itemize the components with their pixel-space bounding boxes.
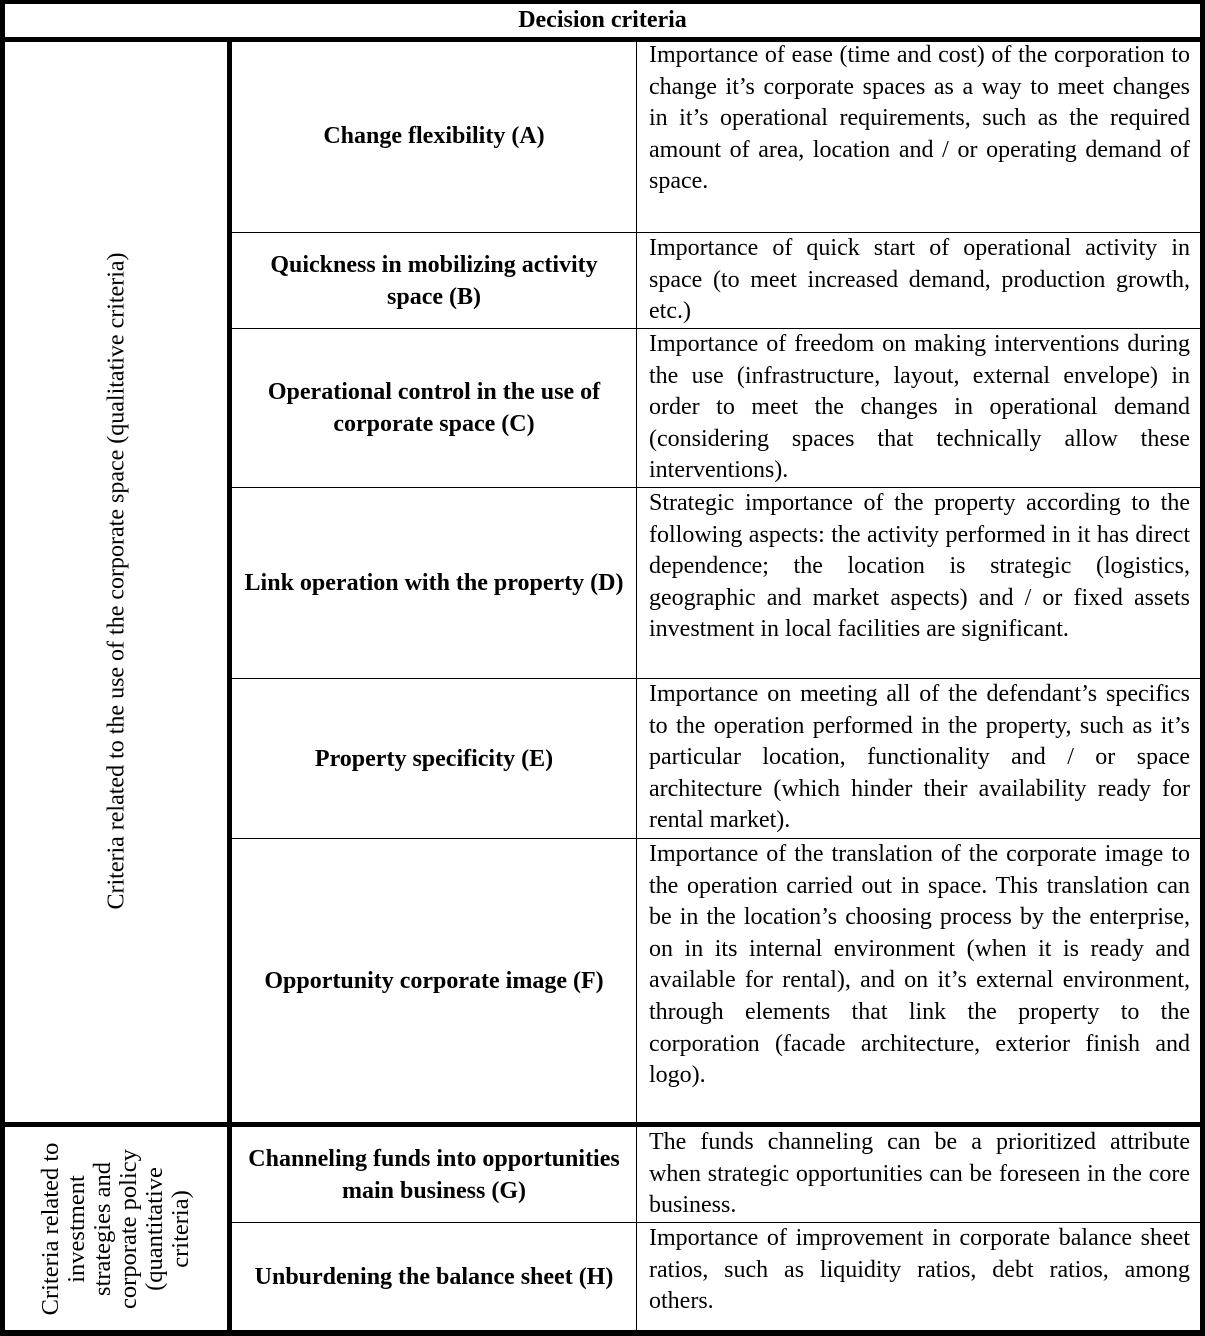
- table-row: [232, 839, 1200, 1122]
- criterion-name: Link operation with the property (D): [232, 488, 637, 678]
- group-label-cell: [5, 40, 232, 1122]
- table-row: [232, 679, 1200, 839]
- criterion-name: Opportunity corporate image (F): [232, 839, 637, 1122]
- table-row: [232, 40, 1200, 233]
- table-row: [232, 1127, 1200, 1223]
- table-row: [232, 1223, 1200, 1330]
- criterion-description: Importance of improvement in corporate balance sheet ratios, such as liquidity ratios, debt ratios, among others.: [649, 1225, 1190, 1315]
- criterion-description: Importance of quick start of operational activity in space (to meet increased demand, production growth, etc.): [649, 235, 1190, 325]
- criterion-name: Property specificity (E): [232, 679, 637, 838]
- criterion-name: Unburdening the balance sheet (H): [232, 1223, 637, 1330]
- group-label: Criteria related to investment strategies and corporate policy (quantitative criteria): [37, 1142, 194, 1315]
- criterion-name: Channeling funds into opportunities main business (G): [232, 1127, 637, 1222]
- group-label: Criteria related to the use of the corporate space (qualitative criteria): [103, 252, 130, 910]
- criteria-group-qualitative: [5, 40, 1200, 1122]
- criterion-description: Importance of the translation of the corporate image to the operation carried out in space. This translation can be in the location’s choosing process by the enterprise, on in its internal environment (when it is ready and available for rental), and on it’s external environment, through elements that link the property to the corporation (facade architecture, exterior finish and logo).: [649, 841, 1190, 1089]
- table-row: [232, 488, 1200, 679]
- criterion-name: Quickness in mobilizing activity space (B): [232, 233, 637, 328]
- criterion-description: Importance of freedom on making interventions during the use (infrastructure, layout, external envelope) in order to meet the changes in operational demand (considering spaces that technically allow these interventions).: [649, 331, 1190, 484]
- table-row: [232, 329, 1200, 488]
- criterion-description: The funds channeling can be a prioritized attribute when strategic opportunities can be foreseen in the core business.: [649, 1129, 1190, 1219]
- criterion-name: Operational control in the use of corporate space (C): [232, 329, 637, 487]
- group-label-cell: [5, 1127, 232, 1330]
- criterion-description: Importance on meeting all of the defendant’s specifics to the operation performed in the property, such as it’s particular location, functionality and / or space architecture (which hinder their availability ready for rental market).: [649, 681, 1190, 834]
- table-row: [232, 233, 1200, 329]
- criterion-name: Change flexibility (A): [232, 40, 637, 232]
- criteria-group-quantitative: [5, 1127, 1200, 1330]
- criterion-description: Importance of ease (time and cost) of the corporation to change it’s corporate spaces as a way to meet changes in it’s operational requirements, such as the required amount of area, location and / or operating demand of space.: [649, 42, 1190, 195]
- criterion-description: Strategic importance of the property according to the following aspects: the activity performed in it has direct dependence; the location is strategic (logistics, geographic and market aspects) and / or fixed assets investment in local facilities are significant.: [649, 490, 1190, 643]
- table-title: Decision criteria: [5, 4, 1200, 42]
